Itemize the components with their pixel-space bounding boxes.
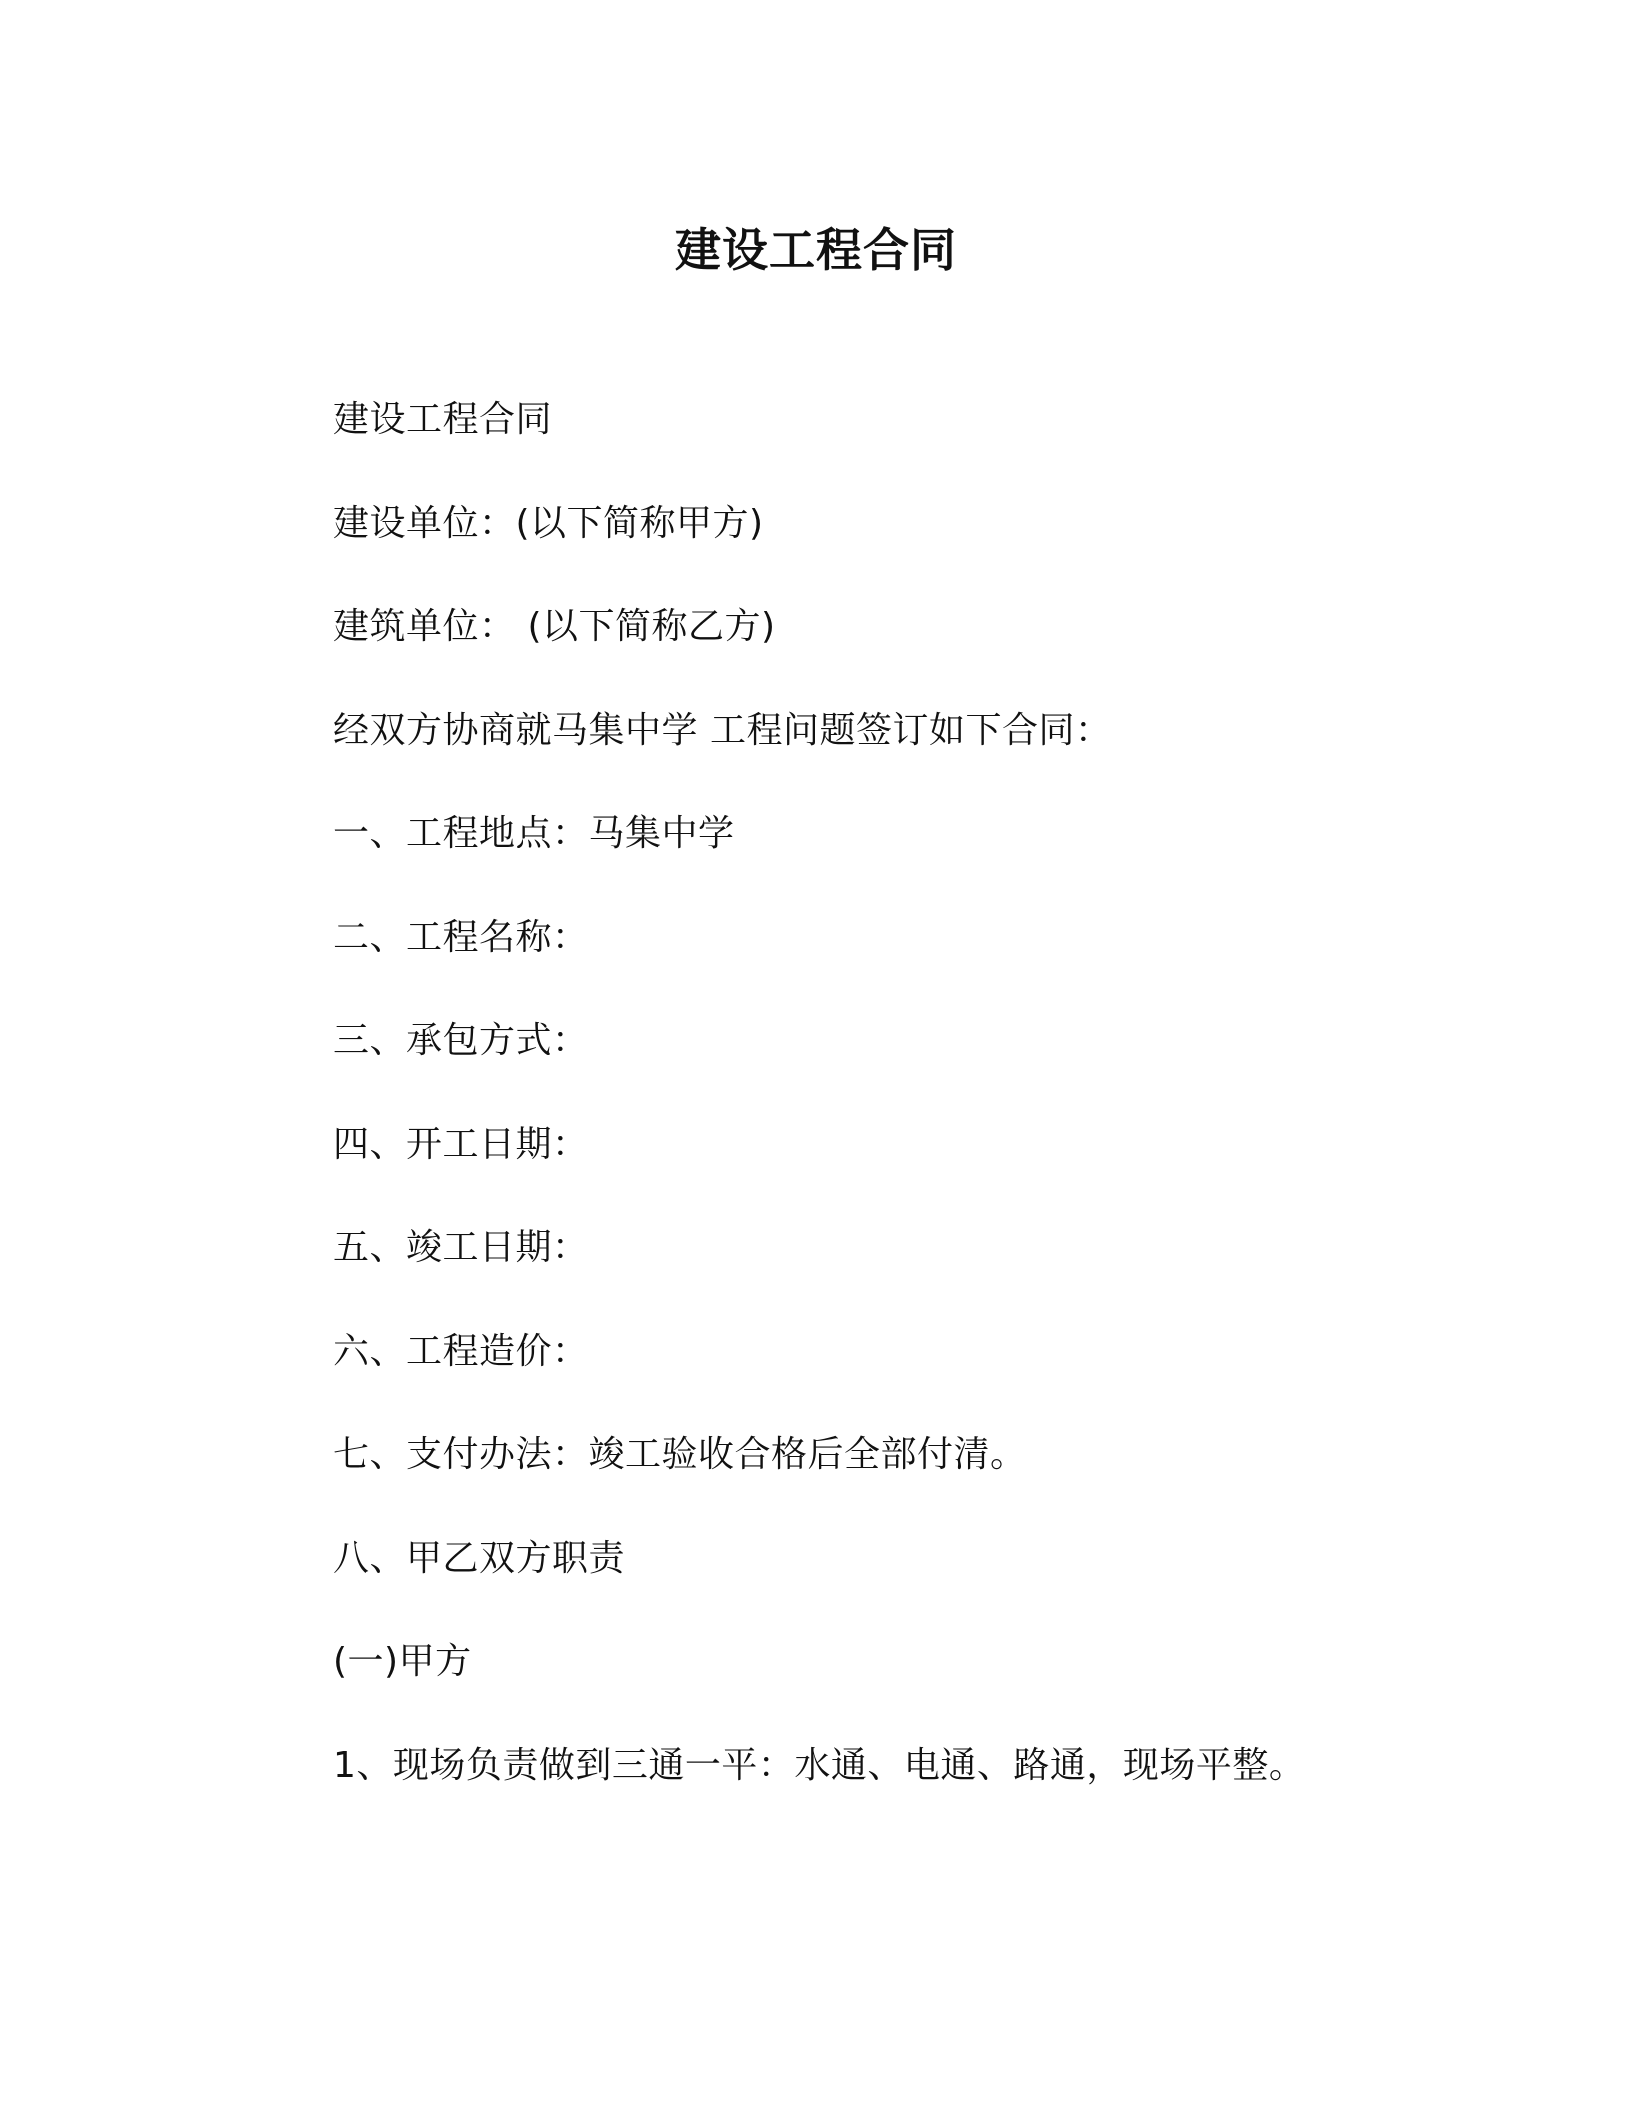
body-line-party-b: 建筑单位： (以下简称乙方)	[333, 606, 776, 647]
clause-contract-method: 三、承包方式：	[333, 1020, 589, 1061]
document-title: 建设工程合同	[675, 223, 957, 277]
clause-completion-date: 五、竣工日期：	[333, 1227, 589, 1268]
clause-project-name: 二、工程名称：	[333, 916, 589, 958]
clause-responsibilities: 八、甲乙双方职责	[333, 1537, 626, 1579]
clause-payment-method: 七、支付办法：竣工验收合格后全部付清。	[333, 1434, 1027, 1475]
sub-clause-item-1: 1、现场负责做到三通一平：水通、电通、路通，现场平整。	[333, 1744, 1306, 1786]
sub-clause-party-a: (一)甲方	[333, 1641, 472, 1682]
body-line-party-a: 建设单位：(以下简称甲方)	[333, 502, 764, 544]
clause-location: 一、工程地点：马集中学	[333, 813, 735, 854]
body-line-subtitle: 建设工程合同	[333, 399, 553, 440]
clause-project-cost: 六、工程造价：	[333, 1330, 589, 1372]
body-line-preamble: 经双方协商就马集中学 工程问题签订如下合同：	[333, 709, 1112, 751]
document-body	[333, 392, 1433, 1841]
clause-start-date: 四、开工日期：	[333, 1123, 589, 1165]
